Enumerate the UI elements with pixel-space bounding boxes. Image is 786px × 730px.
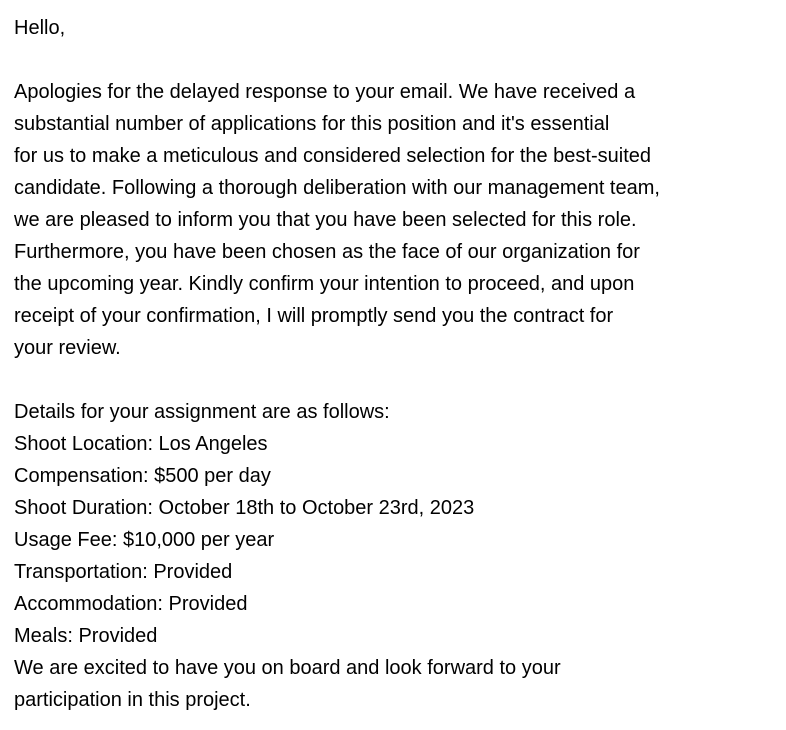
details-heading: Details for your assignment are as follows: bbox=[14, 401, 390, 423]
intro-line: candidate. Following a thorough deliberation with our management team, bbox=[14, 177, 660, 199]
detail-shoot-location: Shoot Location: Los Angeles bbox=[14, 433, 268, 455]
intro-line: receipt of your confirmation, I will promptly send you the contract for bbox=[14, 305, 614, 327]
assignment-details-list bbox=[14, 428, 774, 652]
intro-line: we are pleased to inform you that you have been selected for this role. bbox=[14, 209, 637, 231]
detail-shoot-duration: Shoot Duration: October 18th to October 23rd, 2023 bbox=[14, 497, 475, 519]
intro-line: Apologies for the delayed response to your email. We have received a bbox=[14, 81, 636, 103]
intro-line: for us to make a meticulous and considered selection for the best-suited bbox=[14, 145, 652, 167]
email-body bbox=[14, 12, 774, 716]
intro-paragraph bbox=[14, 76, 774, 364]
paragraph-spacer bbox=[14, 44, 774, 76]
intro-line: the upcoming year. Kindly confirm your intention to proceed, and upon bbox=[14, 273, 635, 295]
closing-line: We are excited to have you on board and look forward to your bbox=[14, 657, 561, 679]
detail-compensation: Compensation: $500 per day bbox=[14, 465, 271, 487]
greeting: Hello, bbox=[14, 17, 66, 39]
closing-line: participation in this project. bbox=[14, 689, 251, 711]
intro-line: Furthermore, you have been chosen as the face of our organization for bbox=[14, 241, 640, 263]
intro-line: substantial number of applications for this position and it's essential bbox=[14, 113, 610, 135]
closing-paragraph bbox=[14, 652, 774, 716]
detail-usage-fee: Usage Fee: $10,000 per year bbox=[14, 529, 275, 551]
detail-transportation: Transportation: Provided bbox=[14, 561, 233, 583]
intro-line: your review. bbox=[14, 337, 121, 359]
detail-meals: Meals: Provided bbox=[14, 625, 158, 647]
detail-accommodation: Accommodation: Provided bbox=[14, 593, 248, 615]
paragraph-spacer bbox=[14, 364, 774, 396]
